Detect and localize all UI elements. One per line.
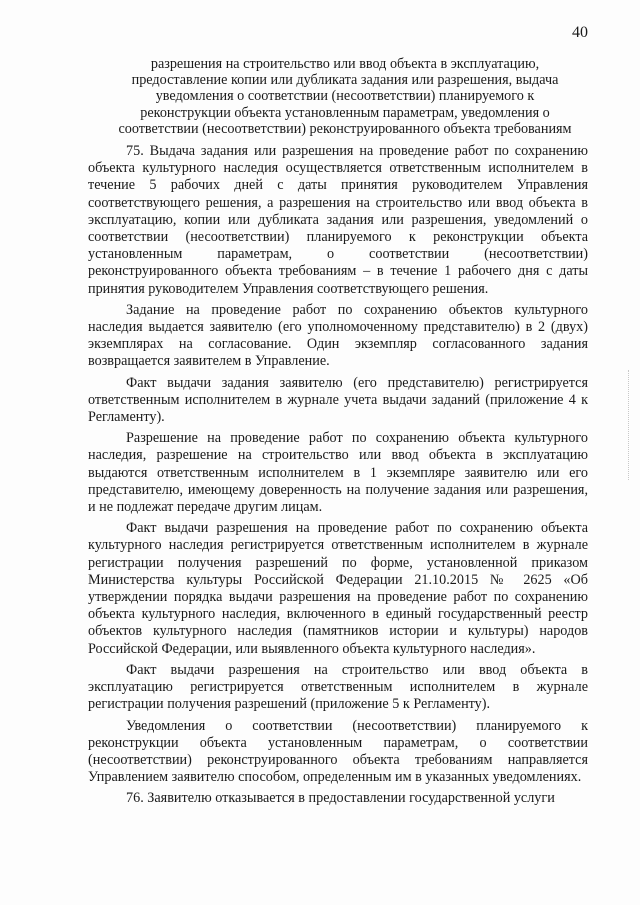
paragraph-76: 76. Заявителю отказывается в предоставлении государственной услуги: [126, 790, 555, 807]
heading-line: разрешения на строительство или ввод объекта в эксплуатацию,: [150, 56, 540, 72]
page-number: 40: [572, 24, 588, 41]
heading-line: реконструкции объекта установленным параметрам, уведомления о: [140, 104, 550, 121]
paragraph-construction-registration: Факт выдачи разрешения на строительство или ввод объекта в эксплуатацию регистрируется ответственным исполнителем в журнале регистрации получения разрешений (приложение 5 к Регламенту).: [88, 661, 588, 713]
heading-line: предоставление копии или дубликата задания или разрешения, выдача: [131, 72, 559, 89]
section-heading: [110, 56, 580, 137]
heading-line: соответствии (несоответствии) реконструированного объекта требованиям: [118, 120, 572, 137]
paragraph-task-registration: Факт выдачи задания заявителю (его представителю) регистрируется ответственным исполнителем в журнале учета выдачи заданий (приложение 4 к Регламенту).: [88, 374, 588, 426]
paragraph-notifications: Уведомления о соответствии (несоответствии) планируемого к реконструкции объекта установленным параметрам, о соответствии (несоответствии) реконструированного объекта требованиям направляется Управлением заявителю способом, определенным им в указанных уведомлениях.: [88, 717, 588, 786]
paragraph-permit-registration: Факт выдачи разрешения на проведение работ по сохранению объекта культурного наследия регистрируется ответственным исполнителем в журнале регистрации получения разрешений по форме, установленной приказом Министерства культуры Российской Федерации 21.10.2015 № 2625 «Об утверждении порядка выдачи разрешения на проведение работ по сохранению объекта культурного наследия, включенного в единый государственный реестр объектов культурного наследия (памятников истории и культуры) народов Российской Федерации, или выявленного объекта культурного наследия».: [88, 520, 588, 657]
body-text: [88, 143, 588, 808]
scan-margin-mark: [628, 370, 630, 480]
paragraph-task-issuance: Задание на проведение работ по сохранению объектов культурного наследия выдается заявителю (его уполномоченному представителю) в 2 (двух) экземплярах на согласование. Один экземпляр согласованного задания возвращается заявителем в Управление.: [88, 301, 588, 370]
paragraph-permit-issuance: Разрешение на проведение работ по сохранению объекта культурного наследия, разрешение на строительство или ввод объекта в эксплуатацию выдаются ответственным исполнителем в 1 экземпляре заявителю или его представителю, имеющему доверенность на получение задания или разрешения, и не подлежат передаче другим лицам.: [88, 430, 588, 516]
heading-line: уведомления о соответствии (несоответствии) планируемого к: [155, 88, 535, 105]
paragraph-75: 75. Выдача задания или разрешения на проведение работ по сохранению объекта культурного наследия осуществляется ответственным исполнителем в течение 5 рабочих дней с даты принятия руководителем Управления соответствующего решения, а разрешения на строительство или ввод объекта в эксплуатацию, копии или дубликата задания или разрешения, уведомлений о соответствии (несоответствии) планируемого к реконструкции объекта установленным параметрам, о соответствии (несоответствии) реконструированного объекта требованиям – в течение 1 рабочего дня с даты принятия руководителем Управления соответствующего решения.: [88, 143, 588, 297]
